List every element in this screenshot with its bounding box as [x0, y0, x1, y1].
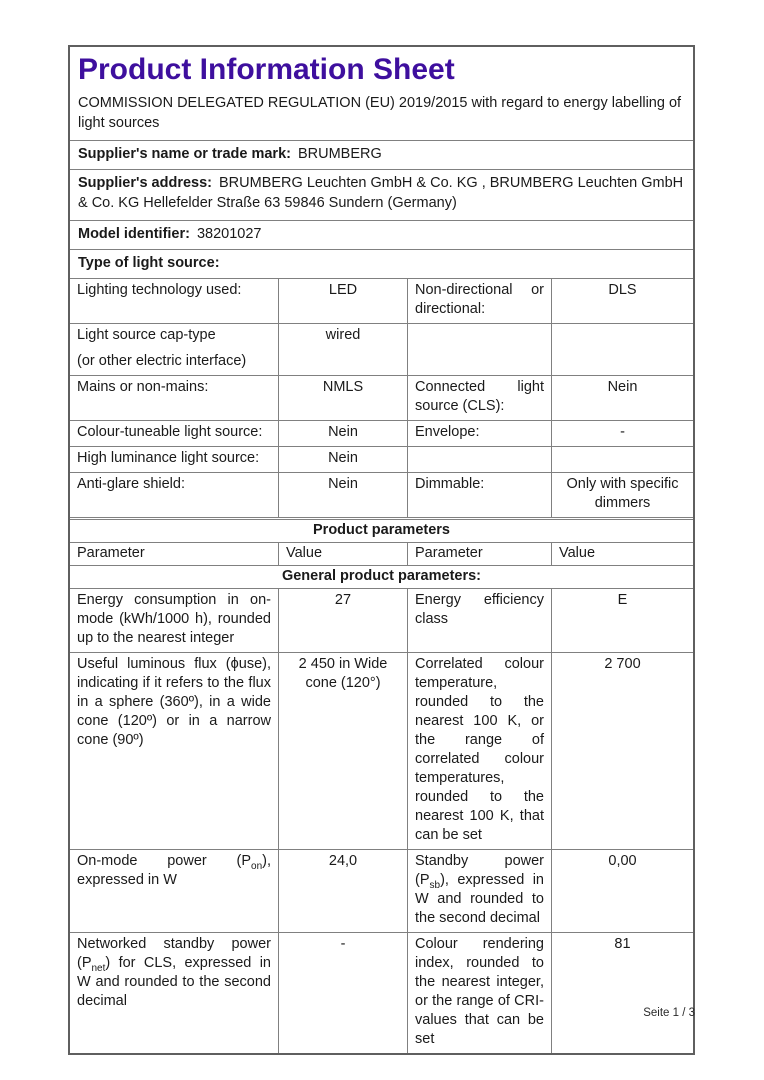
param-cell: Dimmable:: [407, 473, 551, 517]
column-header: Parameter: [77, 545, 145, 561]
row-useful-luminous-flux: [70, 652, 693, 849]
value-cell: DLS: [551, 279, 693, 323]
param-cell: On-mode power $(P_{on})$, expressed in W: [77, 853, 271, 888]
param-cell: Mains or non-mains:: [77, 379, 209, 395]
model-identifier-value: 38201027: [196, 226, 262, 242]
value-cell: Nein: [278, 421, 407, 446]
row-anti-glare: [70, 472, 693, 517]
value-cell: 81: [551, 933, 693, 1053]
param-cell: High luminance light source:: [77, 450, 260, 466]
param-cell: Networked standby power $(P_{net})$ for CLS, expressed in W and rounded to the second decimal: [77, 936, 271, 1009]
parameter-value-header-row: [70, 542, 693, 565]
model-identifier-row: [70, 220, 693, 249]
column-header: Value: [551, 543, 693, 565]
param-cell: Energy efficiency class: [407, 589, 551, 652]
value-cell: wired: [278, 324, 407, 375]
param-cell: Lighting technology used:: [77, 282, 242, 298]
value-cell: -: [278, 933, 407, 1053]
row-mains: [70, 375, 693, 420]
subscript: net: [91, 962, 106, 974]
value-cell: 0,00: [551, 850, 693, 932]
row-colour-tuneable: [70, 420, 693, 446]
value-cell: LED: [278, 279, 407, 323]
value-cell: [551, 447, 693, 472]
param-cell: Connected light source (CLS):: [407, 376, 551, 420]
row-high-luminance: [70, 446, 693, 472]
row-networked-standby-power: [70, 932, 693, 1053]
cap-type-line2: (or other electric interface): [77, 353, 247, 369]
row-cap-type: [70, 323, 693, 375]
param-cell: Standby power $(P_{sb})$, expressed in W and rounded to the second decimal: [407, 850, 551, 932]
supplier-address-row: [70, 169, 693, 220]
param-cell: Envelope:: [407, 421, 551, 446]
value-cell: Nein: [551, 376, 693, 420]
value-cell: [551, 324, 693, 375]
page-title: Product Information Sheet: [78, 53, 455, 86]
param-cell: Anti-glare shield:: [77, 476, 185, 492]
row-energy-consumption: [70, 588, 693, 652]
value-cell: Nein: [278, 473, 407, 517]
model-identifier-label: Model identifier:: [78, 226, 190, 242]
column-header: Value: [278, 543, 407, 565]
row-on-mode-power: [70, 849, 693, 932]
subscript: sb: [429, 879, 441, 891]
value-cell: -: [551, 421, 693, 446]
supplier-address-label: Supplier's address:: [78, 175, 212, 191]
supplier-name-row: [70, 140, 693, 169]
param-cell: Colour-tuneable light source:: [77, 424, 263, 440]
value-cell: Nein: [278, 447, 407, 472]
general-product-parameters-heading: General product parameters:: [70, 565, 693, 588]
value-cell: Only with specific dimmers: [551, 473, 693, 517]
column-header: Parameter: [407, 543, 551, 565]
type-of-light-source-heading: Type of light source:: [70, 249, 693, 278]
value-cell: E: [551, 589, 693, 652]
document-header: [70, 47, 693, 140]
page-number: Seite 1 / 3: [643, 1007, 695, 1019]
supplier-address-value: BRUMBERG Leuchten GmbH & Co. KG , BRUMBERG Leuchten GmbH & Co. KG Hellefelder Straße 63 59846 Sundern (Germany): [78, 175, 684, 211]
subscript: on: [251, 860, 263, 872]
param-cell: Colour rendering index, rounded to the nearest integer, or the range of CRI-values that can be set: [407, 933, 551, 1053]
param-cell: [407, 447, 551, 472]
param-cell: Energy consumption in on-mode (kWh/1000 h), rounded up to the nearest integer: [77, 592, 271, 646]
param-cell: Useful luminous flux (ϕuse), indicating if it refers to the flux in a sphere (360º), in a wide cone (120º) or in a narrow cone (90º): [77, 656, 271, 748]
regulation-subtitle: COMMISSION DELEGATED REGULATION (EU) 2019/2015 with regard to energy labelling of light sources: [78, 95, 682, 131]
param-cell: [70, 324, 278, 375]
product-parameters-heading: Product parameters: [70, 517, 693, 542]
param-cell: Correlated colour temperature, rounded to the nearest 100 K, or the range of correlated colour temperatures, rounded to the nearest 100 K, that can be set: [407, 653, 551, 849]
param-cell: Non-directional or directional:: [407, 279, 551, 323]
value-cell: 2 450 in Wide cone (120°): [278, 653, 407, 849]
value-cell: NMLS: [278, 376, 407, 420]
param-cell: [407, 324, 551, 375]
value-cell: 24,0: [278, 850, 407, 932]
supplier-name-value: BRUMBERG: [297, 146, 382, 162]
value-cell: 27: [278, 589, 407, 652]
supplier-name-label: Supplier's name or trade mark:: [78, 146, 291, 162]
row-lighting-technology: [70, 278, 693, 323]
product-information-sheet: [68, 45, 695, 1055]
cap-type-line1: Light source cap-type: [77, 327, 216, 343]
value-cell: 2 700: [551, 653, 693, 849]
